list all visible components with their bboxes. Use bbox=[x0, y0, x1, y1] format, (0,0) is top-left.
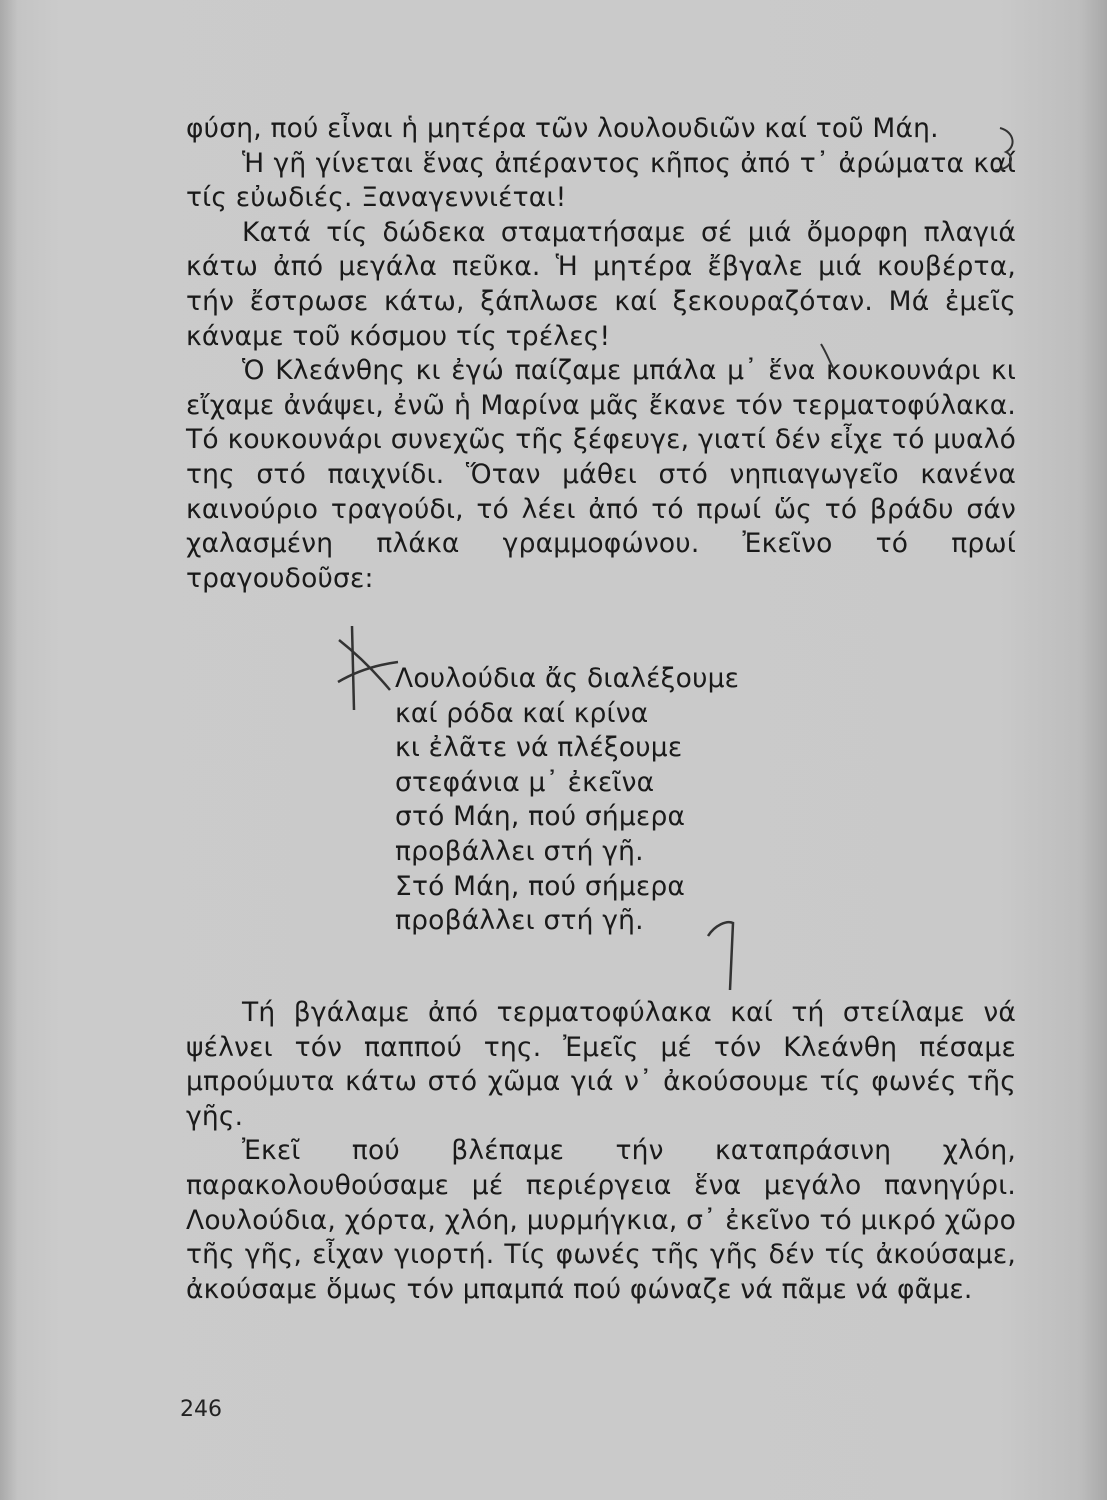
poem-line: προβάλλει στή γῆ. bbox=[395, 905, 644, 937]
poem-line: Στό Μάη, πού σήμερα bbox=[395, 870, 686, 902]
poem-line: προβάλλει στή γῆ. bbox=[395, 835, 644, 867]
pen-mark-cross-a bbox=[338, 662, 398, 682]
pen-mark-cross-b bbox=[339, 640, 390, 690]
poem bbox=[395, 662, 739, 939]
paragraph-4: Ὁ Κλεάνθης κι ἐγώ παίζαμε μπάλα μ᾽ ἕνα κουκουνάρι κι εἴχαμε ἀνάψει, ἐνῶ ἡ Μαρίνα μᾶς ἔκανε τόν τερματοφύλακα. Τό κουκουνάρι συνεχῶς τῆς ξέφευγε, γιατί δέν εἶχε τό μυαλό της στό παιχνίδι. Ὅταν μάθει στό νηπιαγωγεῖο κανένα καινούριο τραγούδι, τό λέει ἀπό τό πρωί ὥς τό βράδυ σάν χαλασμένη πλάκα γραμμοφώνου. Ἐκεῖνο τό πρωί τραγουδοῦσε: bbox=[186, 355, 1016, 594]
poem-line: στό Μάη, πού σήμερα bbox=[395, 801, 686, 833]
poem-line: στεφάνια μ᾽ ἐκεῖνα bbox=[395, 766, 655, 798]
pen-mark-vertical bbox=[352, 626, 354, 710]
poem-line: Λουλούδια ἄς διαλέξουμε bbox=[395, 663, 740, 694]
poem-line: καί ρόδα καί κρίνα bbox=[395, 697, 649, 729]
bottom-text-block bbox=[186, 996, 1016, 1307]
page-number: 246 bbox=[180, 1397, 222, 1422]
top-text-block bbox=[186, 112, 1016, 596]
paragraph-1: φύση, πού εἶναι ἡ μητέρα τῶν λουλουδιῶν καί τοῦ Μάη. bbox=[186, 113, 939, 144]
paragraph-6: Ἐκεῖ πού βλέπαμε τήν καταπράσινη χλόη, παρακολουθούσαμε μέ περιέργεια ἕνα μεγάλο πανηγύρι. Λουλούδια, χόρτα, χλόη, μυρμήγκια, σ᾽ ἐκεῖνο τό μικρό χῶρο τῆς γῆς, εἶχαν γιορτή. Τίς φωνές τῆς γῆς δέν τίς ἀκούσαμε, ἀκούσαμε ὅμως τόν μπαμπά πού φώναζε νά πᾶμε νά φᾶμε. bbox=[186, 1135, 1016, 1305]
paragraph-2: Ἡ γῆ γίνεται ἕνας ἀπέραντος κῆπος ἀπό τ᾽ ἀρώματα καί τίς εὐωδιές. Ξαναγεννιέται! bbox=[186, 147, 1016, 214]
poem-line: κι ἐλᾶτε νά πλέξουμε bbox=[395, 732, 683, 764]
paragraph-3: Κατά τίς δώδεκα σταματήσαμε σέ μιά ὄμορφη πλαγιά κάτω ἀπό μεγάλα πεῦκα. Ἡ μητέρα ἔβγαλε μιά κουβέρτα, τήν ἔστρωσε κάτω, ξάπλωσε καί ξεκουραζόταν. Μά ἐμεῖς κάναμε τοῦ κόσμου τίς τρέλες! bbox=[186, 216, 1016, 352]
paragraph-5: Τή βγάλαμε ἀπό τερματοφύλακα καί τή στείλαμε νά ψέλνει τόν παππού της. Ἐμεῖς μέ τόν Κλεάνθη πέσαμε μπρούμυτα κάτω στό χῶμα γιά ν᾽ ἀκούσουμε τίς φωνές τῆς γῆς. bbox=[186, 997, 1016, 1132]
